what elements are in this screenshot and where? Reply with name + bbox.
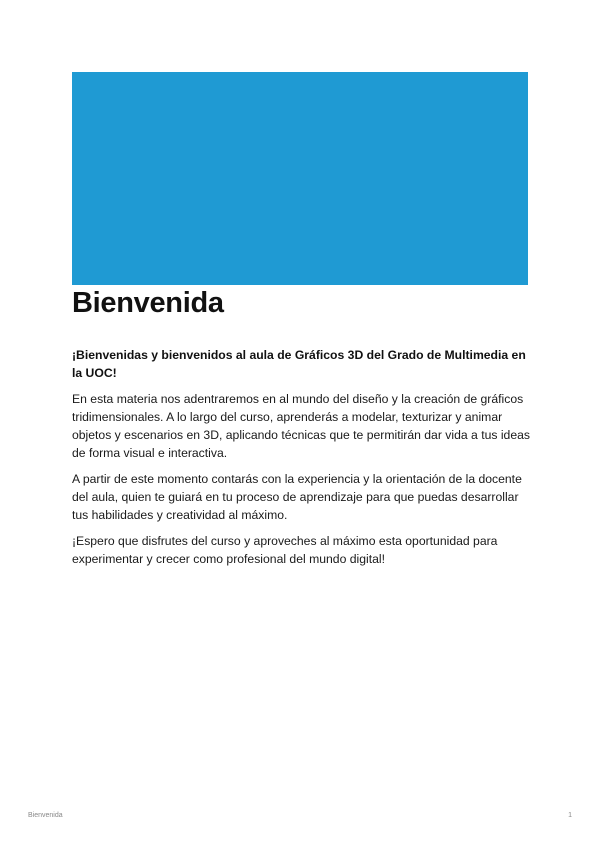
welcome-body xyxy=(72,346,532,576)
body-paragraph-2: A partir de este momento contarás con la experiencia y la orientación de la docente del aula, quien te guiará en tu proceso de aprendizaje para que puedas desarrollar tus habilidades y creatividad al máximo. xyxy=(72,472,522,522)
footer-label: Bienvenida xyxy=(28,812,63,819)
header-banner-image xyxy=(72,72,528,285)
footer-page-number: 1 xyxy=(568,812,572,819)
body-paragraph-3: ¡Espero que disfrutes del curso y aproveches al máximo esta oportunidad para experimentar y crecer como profesional del mundo digital! xyxy=(72,534,498,566)
body-paragraph-1: En esta materia nos adentraremos en al mundo del diseño y la creación de gráficos tridimensionales. A lo largo del curso, aprenderás a modelar, texturizar y animar objetos y escenarios en 3D, aplicando técnicas que te permitirán dar vida a tus ideas de forma visual e interactiva. xyxy=(72,392,530,460)
lead-paragraph: ¡Bienvenidas y bienvenidos al aula de Gráficos 3D del Grado de Multimedia en la UOC! xyxy=(72,348,526,380)
page-title: Bienvenida xyxy=(72,287,224,319)
